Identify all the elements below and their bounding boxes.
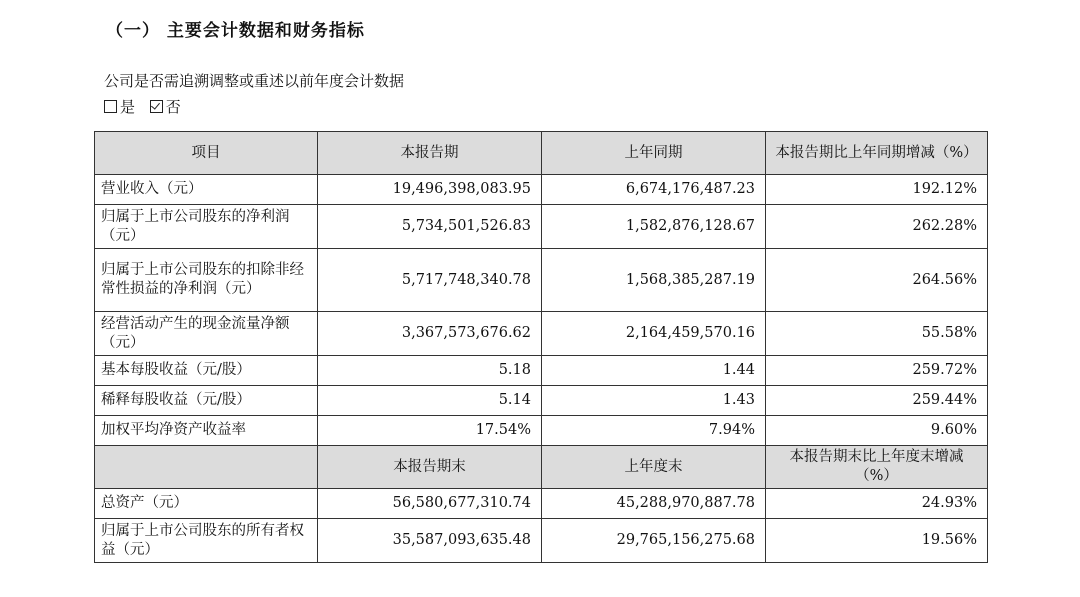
subheader-period-end: 本报告期末 <box>318 446 542 489</box>
option-no[interactable] <box>150 98 181 116</box>
financial-indicators-table <box>94 131 988 563</box>
table-header-row <box>95 132 988 175</box>
section-heading: （一） 主要会计数据和财务指标 <box>106 21 365 41</box>
subheader-blank <box>95 446 318 489</box>
row-label: 经营活动产生的现金流量净额（元） <box>95 312 318 356</box>
header-item: 项目 <box>95 132 318 175</box>
table-row <box>95 489 988 519</box>
cell-value: 2,164,459,570.16 <box>542 312 766 356</box>
cell-value: 5.14 <box>318 386 542 416</box>
header-change-pct: 本报告期比上年同期增减（%） <box>766 132 988 175</box>
checkbox-unchecked-icon[interactable] <box>104 100 117 113</box>
table-row <box>95 386 988 416</box>
cell-value: 1.44 <box>542 356 766 386</box>
table-row <box>95 205 988 249</box>
row-label: 归属于上市公司股东的所有者权益（元） <box>95 519 318 563</box>
cell-value: 7.94% <box>542 416 766 446</box>
cell-value: 5,734,501,526.83 <box>318 205 542 249</box>
cell-value: 19,496,398,083.95 <box>318 175 542 205</box>
row-label: 营业收入（元） <box>95 175 318 205</box>
cell-value: 55.58% <box>766 312 988 356</box>
cell-value: 3,367,573,676.62 <box>318 312 542 356</box>
table-row <box>95 416 988 446</box>
cell-value: 264.56% <box>766 249 988 312</box>
table-subheader-row <box>95 446 988 489</box>
restatement-options <box>104 96 191 117</box>
cell-value: 192.12% <box>766 175 988 205</box>
table-row <box>95 175 988 205</box>
cell-value: 6,674,176,487.23 <box>542 175 766 205</box>
row-label: 稀释每股收益（元/股） <box>95 386 318 416</box>
cell-value: 262.28% <box>766 205 988 249</box>
cell-value: 45,288,970,887.78 <box>542 489 766 519</box>
cell-value: 1.43 <box>542 386 766 416</box>
cell-value: 29,765,156,275.68 <box>542 519 766 563</box>
restatement-question: 公司是否需追溯调整或重述以前年度会计数据 <box>104 72 405 90</box>
cell-value: 56,580,677,310.74 <box>318 489 542 519</box>
row-label: 加权平均净资产收益率 <box>95 416 318 446</box>
table-row <box>95 356 988 386</box>
option-yes-label: 是 <box>120 98 136 116</box>
cell-value: 17.54% <box>318 416 542 446</box>
cell-value: 9.60% <box>766 416 988 446</box>
row-label: 总资产（元） <box>95 489 318 519</box>
cell-value: 5.18 <box>318 356 542 386</box>
cell-value: 259.44% <box>766 386 988 416</box>
row-label: 基本每股收益（元/股） <box>95 356 318 386</box>
cell-value: 24.93% <box>766 489 988 519</box>
cell-value: 5,717,748,340.78 <box>318 249 542 312</box>
table-row <box>95 312 988 356</box>
cell-value: 259.72% <box>766 356 988 386</box>
cell-value: 1,568,385,287.19 <box>542 249 766 312</box>
table-row <box>95 249 988 312</box>
subheader-prior-year-end: 上年度末 <box>542 446 766 489</box>
row-label: 归属于上市公司股东的扣除非经常性损益的净利润（元） <box>95 249 318 312</box>
cell-value: 19.56% <box>766 519 988 563</box>
cell-value: 1,582,876,128.67 <box>542 205 766 249</box>
cell-value: 35,587,093,635.48 <box>318 519 542 563</box>
table-row <box>95 519 988 563</box>
option-yes[interactable] <box>104 98 140 116</box>
header-current-period: 本报告期 <box>318 132 542 175</box>
checkbox-checked-icon[interactable] <box>150 100 163 113</box>
option-no-label: 否 <box>165 98 181 116</box>
subheader-change-pct: 本报告期末比上年度末增减（%） <box>766 446 988 489</box>
header-prior-period: 上年同期 <box>542 132 766 175</box>
row-label: 归属于上市公司股东的净利润（元） <box>95 205 318 249</box>
